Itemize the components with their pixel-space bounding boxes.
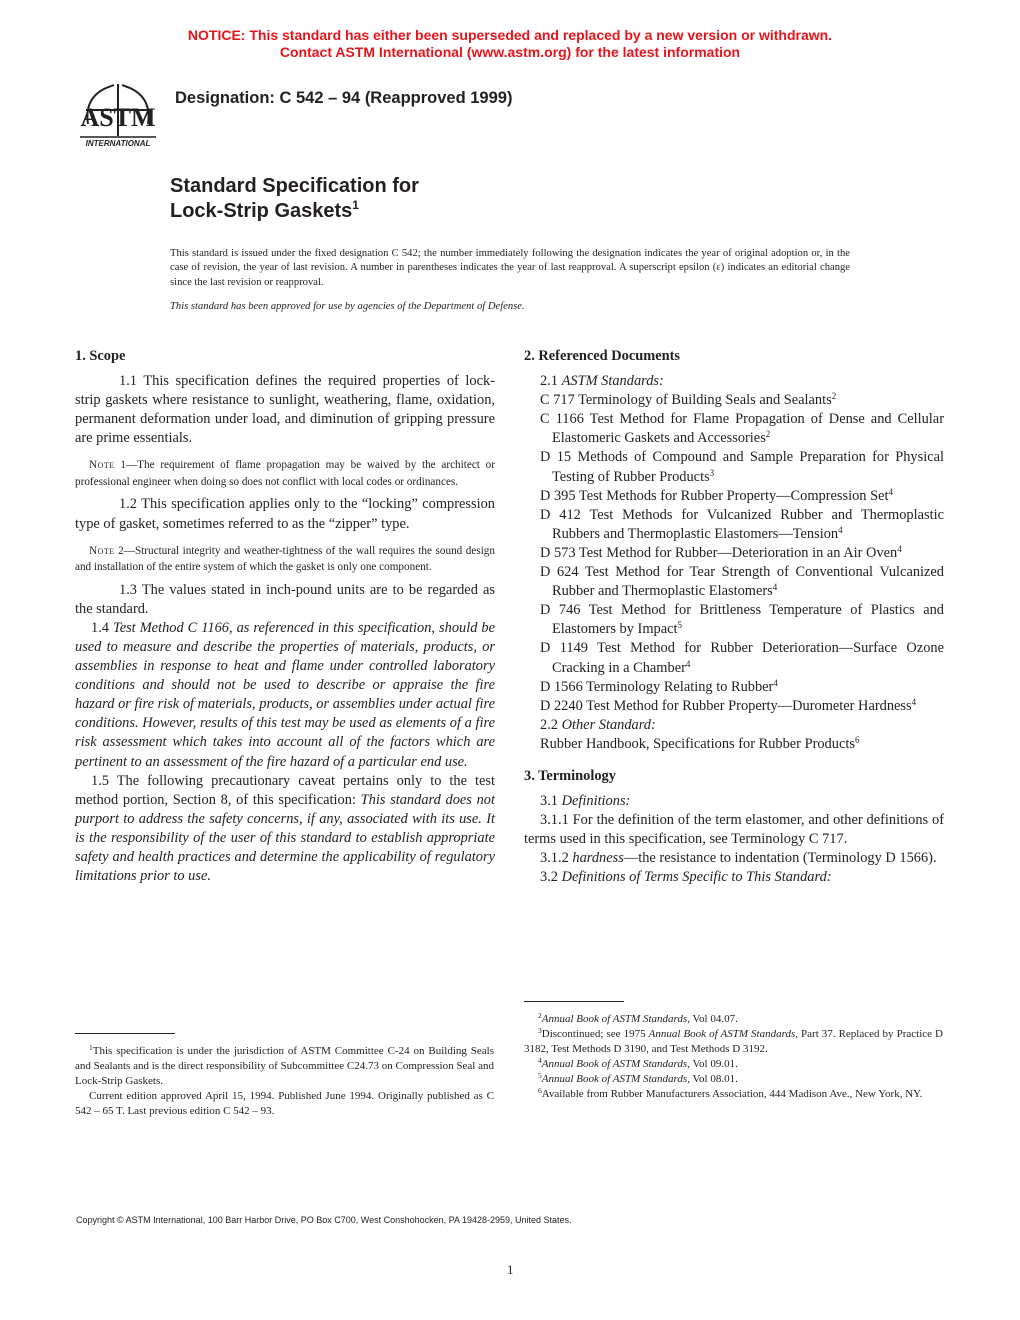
reference-item: D 573 Test Method for Rubber—Deterioration in an Air Oven$^4$ [540,543,902,561]
footnote-4: $^4$Annual Book of ASTM Standards, Vol 09.01. [538,1056,738,1071]
reference-item: D 1149 Test Method for Rubber Deterioration—Surface Ozone Cracking in a Chamber$^4$ [540,640,944,676]
dod-approval-note: This standard has been approved for use by agencies of the Department of Defense. [170,301,525,312]
title-line-1: Standard Specification for [170,175,419,197]
left-column [75,347,495,886]
astm-logo [76,80,160,150]
reference-item: D 624 Test Method for Tear Strength of Conventional Vulcanized Rubber and Thermoplastic Elastomers$^4$ [540,564,944,600]
para-3-1-2: 3.1.2 hardness—the resistance to indentation (Terminology D 1566). [540,850,937,867]
reference-item: D 15 Methods of Compound and Sample Preparation for Physical Testing of Rubber Products$^3$ [540,449,944,485]
para-3-1: 3.1 Definitions: [540,793,631,810]
para-1-2: 1.2 This specification applies only to the “locking” compression type of gasket, sometimes referred to as the “zipper” type. [75,496,495,532]
para-1-1: 1.1 This specification defines the required properties of lock-strip gaskets where resistance to sunlight, weathering, flame, oxidation, permanent deformation under load, and diminution of gripping pressure are prime essentials. [75,373,495,447]
note-1: Note 1—The requirement of flame propagation may be waived by the architect or professional engineer when doing so does not conflict with local codes or ordinances. [75,459,495,488]
refs-sub-2-1: 2.1 ASTM Standards: [540,373,664,390]
footnotes-right [524,1012,943,1103]
para-3-2: 3.2 Definitions of Terms Specific to This Standard: [540,869,832,886]
document-title [170,174,419,224]
footnote-2: $^2$Annual Book of ASTM Standards, Vol 04.07. [538,1011,738,1025]
logo-letters: ASTM [80,103,156,132]
title-line-2: Lock-Strip Gaskets [170,200,353,222]
copyright-line: Copyright © ASTM International, 100 Barr Harbor Drive, PO Box C700, West Conshohocken, PA 19428-2959, United States. [76,1215,572,1225]
preamble: This standard is issued under the fixed designation C 542; the number immediately following the designation indicates the year of original adoption or, in the case of revision, the year of last revision. A number in parentheses indicates the year of last reapproval. A superscript epsilon (ε) indicates an editorial change since the last revision or reapproval. [170,248,850,288]
reference-item: D 2240 Test Method for Rubber Property—Durometer Hardness$^4$ [540,696,917,714]
footnote-rule-right [524,1001,624,1002]
designation: Designation: C 542 – 94 (Reapproved 1999) [175,89,513,107]
para-3-1-1: 3.1.1 For the definition of the term elastomer, and other definitions of terms used in this specification, see Terminology C 717. [524,812,944,848]
footnotes-left [75,1044,494,1119]
scope-heading: 1. Scope [75,348,126,364]
withdrawal-notice [0,27,1020,61]
reference-item: D 395 Test Methods for Rubber Property—Compression Set$^4$ [540,486,893,504]
note-2: Note 2—Structural integrity and weather-tightness of the wall requires the sound design and installation of the entire system of which the gasket is only one component. [75,544,495,574]
terminology-heading: 3. Terminology [524,767,616,784]
reference-item: D 1566 Terminology Relating to Rubber$^4$ [540,677,778,695]
reference-item: D 412 Test Methods for Vulcanized Rubber and Thermoplastic Rubbers and Thermoplastic Elastomers—Tension$^4$ [540,506,944,542]
reference-item: D 746 Test Method for Brittleness Temperature of Plastics and Elastomers by Impact$^5$ [540,602,944,638]
footnote-6: $^6$Available from Rubber Manufacturers Association, 444 Madison Ave., New York, NY. [538,1086,923,1101]
notice-line-1: NOTICE: This standard has either been superseded and replaced by a new version or withdrawn. [187,27,833,43]
footnote-5: $^5$Annual Book of ASTM Standards, Vol 08.01. [538,1071,738,1086]
page-number: 1 [507,1262,514,1277]
astm-logo-mark [76,80,160,150]
refs-heading: 2. Referenced Documents [524,348,680,364]
other-reference: Rubber Handbook, Specifications for Rubber Products$^6$ [540,734,860,752]
title-footnote-mark: 1 [352,198,359,212]
footnote-1-edition: Current edition approved April 15, 1994. Published June 1994. Originally published as C 542 – 65 T. Last previous edition C 542 – 93. [75,1090,494,1118]
footnote-1: $^1$This specification is under the jurisdiction of ASTM Committee C-24 on Building Seals and Sealants and is the direct responsibility of Subcommittee C24.73 on Compression Seal and Lock-Strip Gaskets. [75,1043,494,1088]
footnote-3: $^3$Discontinued; see 1975 Annual Book of ASTM Standards, Part 37. Replaced by Practice D 3182, Test Methods D 3190, and Test Methods D 3192. [524,1026,943,1056]
reference-list [524,391,944,716]
para-1-5: 1.5 The following precautionary caveat pertains only to the test method portion, Section 8, of this specification: This standard does not purport to address the safety concerns, if any, associated with its use. It is the responsibility of the user of this standard to establish appropriate safety and health practices and determine the applicability of regulatory limitations prior to use. [75,772,495,885]
para-1-3: 1.3 The values stated in inch-pound units are to be regarded as the standard. [75,581,495,617]
right-column [524,347,944,888]
refs-sub-2-2: 2.2 Other Standard: [540,716,656,733]
reference-item: C 1166 Test Method for Flame Propagation of Dense and Cellular Elastomeric Gaskets and Accessories$^2$ [540,411,944,447]
logo-subtext: INTERNATIONAL [85,139,151,148]
para-1-4: 1.4 Test Method C 1166, as referenced in this specification, should be used to measure and describe the properties of materials, products, or assemblies in response to heat and flame under controlled laboratory conditions and should not be used to describe or appraise the fire hazard or fire risk of materials, products, or assemblies under actual fire conditions. However, results of this test may be used as elements of a fire risk assessment which takes into account all of the factors which are pertinent to an assessment of the fire hazard of a particular end use. [75,619,496,770]
footnote-rule-left [75,1033,175,1034]
notice-line-2: Contact ASTM International (www.astm.org) for the latest information [279,44,741,60]
reference-item: C 717 Terminology of Building Seals and Sealants$^2$ [540,391,837,409]
